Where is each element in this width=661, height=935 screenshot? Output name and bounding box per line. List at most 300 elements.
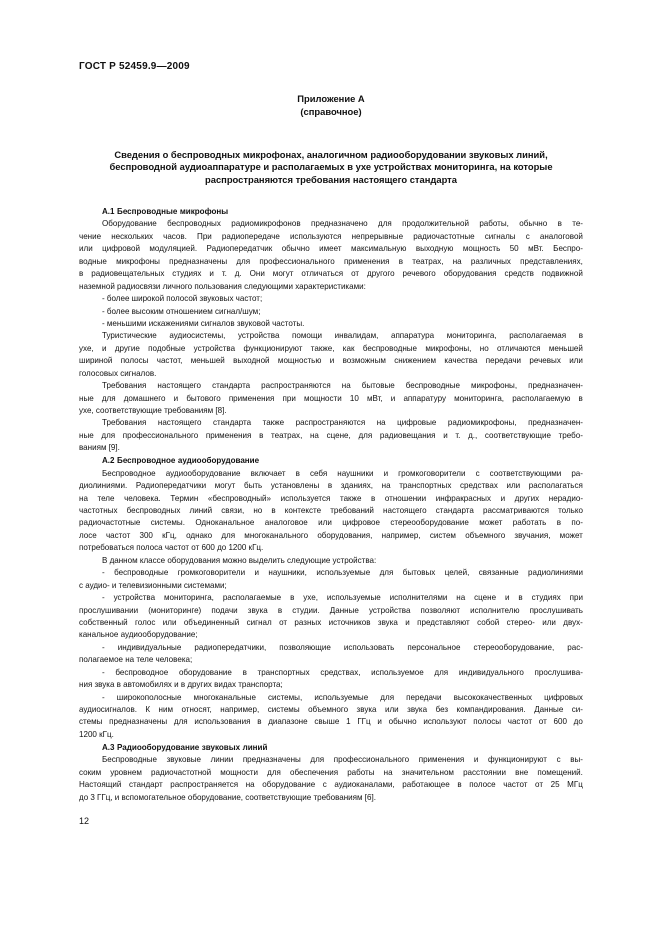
word: системы,	[268, 692, 303, 702]
text-line	[79, 605, 583, 617]
word: настоящего	[383, 506, 427, 515]
word: для	[380, 692, 395, 702]
annex-status: (справочное)	[300, 105, 362, 117]
word: Радиопередатчики	[135, 481, 207, 491]
word: и	[209, 269, 214, 279]
word: выходную	[415, 244, 454, 254]
word: инвалидам,	[334, 331, 379, 341]
word: компандирования.	[456, 705, 526, 714]
word: ра-	[571, 468, 583, 478]
word: мощность	[462, 244, 501, 254]
word: стемы	[79, 717, 103, 727]
word: мощностью	[277, 356, 322, 366]
word: и	[504, 593, 510, 603]
word: от	[538, 717, 547, 727]
word: характеристиками:	[295, 281, 366, 291]
text-line	[79, 493, 583, 505]
word: и	[111, 580, 117, 590]
word: 1	[346, 717, 351, 727]
word: сигналов.	[120, 368, 157, 378]
text-line	[79, 380, 583, 392]
word: инфракрасных	[435, 493, 491, 503]
word: многоканальные	[193, 692, 256, 702]
word: на	[456, 593, 466, 603]
word: с	[525, 231, 530, 241]
word: или	[506, 481, 521, 491]
word: частот,	[156, 356, 183, 366]
text-line	[79, 243, 583, 255]
word: полагаемое	[79, 655, 124, 665]
word: в	[398, 256, 403, 266]
word: речевых	[529, 356, 561, 366]
word: д.	[234, 269, 242, 279]
word: си-	[571, 705, 583, 714]
word: передачи	[485, 356, 522, 366]
word: аналоговое	[264, 518, 308, 528]
word: радиовещательных	[91, 269, 165, 279]
word: Настоящий	[79, 780, 122, 790]
word: в	[290, 593, 295, 603]
word: двух-	[563, 617, 583, 627]
word: звука	[94, 680, 115, 690]
word: устройства	[193, 343, 236, 353]
word: до	[573, 717, 583, 727]
word: максимальную	[350, 244, 407, 254]
word: на	[376, 418, 386, 428]
word: соответствующие	[95, 406, 162, 415]
word: стандарта	[213, 418, 252, 428]
word: звука	[377, 617, 398, 627]
word: можно	[222, 555, 247, 565]
word: зданиях,	[340, 481, 374, 491]
word: модуляцией.	[149, 244, 198, 254]
word: объемного	[465, 530, 506, 540]
word: диапазоне	[268, 717, 308, 727]
word: однако	[186, 530, 213, 540]
text-line	[79, 355, 583, 367]
word: выходной	[233, 356, 270, 366]
word: Туристические	[102, 331, 157, 341]
word: радиочастотные	[413, 231, 475, 241]
word: объединенный	[183, 617, 240, 627]
word: системами;	[183, 580, 227, 590]
word: теле	[136, 655, 154, 665]
word: более	[106, 294, 130, 304]
word: полосе	[469, 780, 496, 790]
word: ухе,	[79, 406, 94, 415]
word: располагаемые	[222, 593, 282, 603]
word: транспортных	[257, 667, 310, 677]
word: и	[174, 680, 179, 690]
word: радиопередаче	[221, 231, 280, 241]
word: подачи	[211, 605, 238, 615]
word: работы	[347, 767, 375, 777]
word: оборудование	[262, 780, 316, 790]
word: и	[383, 468, 389, 478]
word: возможным	[342, 356, 386, 366]
word: в	[327, 481, 333, 491]
word: устройства	[237, 331, 280, 341]
word: транспортных	[399, 481, 452, 491]
text-line	[79, 442, 583, 454]
word: и	[254, 568, 259, 578]
word: частоты.	[272, 318, 305, 328]
word: в	[116, 680, 121, 690]
word: и	[102, 343, 107, 353]
text-line	[79, 405, 583, 417]
word: предназначены	[242, 755, 301, 765]
word: 25	[550, 780, 560, 790]
word: профессионального	[333, 755, 410, 765]
word: те-	[572, 219, 583, 229]
word: сигнал/шум;	[214, 306, 261, 316]
word: на	[79, 493, 88, 503]
word: широкополосные	[116, 692, 182, 702]
word: ГГц,	[97, 792, 113, 802]
word: пользования	[194, 281, 242, 291]
word: цифровое	[342, 518, 380, 528]
word: 10	[349, 393, 359, 403]
word: используют	[423, 717, 467, 727]
word: до	[79, 792, 89, 802]
word: для	[173, 717, 188, 727]
word: на	[381, 481, 391, 491]
word: функционируют	[487, 755, 547, 765]
word: на	[125, 655, 135, 665]
word: применения	[205, 430, 252, 440]
word: звучания,	[514, 530, 551, 540]
word: рас-	[567, 642, 583, 652]
word: работы,	[479, 219, 509, 229]
word: звука	[356, 705, 377, 714]
word: звука	[247, 605, 268, 615]
word: театрах,	[271, 430, 303, 440]
word: могут	[272, 269, 294, 279]
word: или	[384, 705, 399, 714]
text-line	[79, 692, 583, 704]
word: широкой	[131, 294, 165, 304]
word: меньшими	[106, 318, 147, 328]
word: 50	[509, 244, 519, 254]
text-line	[79, 716, 583, 728]
word: транспорта;	[238, 680, 283, 690]
word: также,	[310, 343, 335, 353]
text-line	[79, 330, 583, 342]
text-line	[79, 293, 583, 305]
word: собственный	[79, 617, 128, 627]
word: радиопередатчики,	[194, 642, 267, 652]
word: помещений.	[537, 767, 583, 777]
word: оборудование	[178, 667, 232, 677]
word: в	[180, 680, 186, 690]
word: и	[377, 717, 382, 727]
word: или	[79, 244, 93, 254]
word: при	[282, 393, 296, 403]
word: на	[383, 767, 393, 777]
word: Беспроводные	[102, 755, 157, 765]
word: нескольких	[111, 231, 153, 241]
word: используемое	[371, 667, 424, 677]
word: меньшей	[548, 343, 583, 353]
word: звуковой	[236, 318, 270, 328]
word: с	[475, 468, 480, 478]
word: применения	[418, 755, 465, 765]
word: до	[217, 543, 227, 553]
word: кГц.	[248, 543, 264, 553]
word: могут	[214, 481, 236, 491]
word: и	[500, 493, 506, 503]
word: сигнал	[246, 617, 272, 627]
word: соким	[79, 767, 102, 777]
annex-heading	[79, 93, 583, 118]
text-line	[79, 480, 583, 492]
word: наушники,	[268, 568, 307, 578]
word: при	[569, 593, 583, 603]
word: линий	[189, 506, 213, 515]
word: установлены	[270, 481, 320, 491]
word: данном	[109, 555, 138, 565]
word: микрофоны	[179, 207, 229, 216]
word: беспроводных	[126, 506, 181, 515]
word: аудиооборудование;	[120, 630, 198, 640]
word: например,	[220, 705, 260, 714]
word: используемые	[316, 568, 371, 578]
word: ухе,	[79, 343, 94, 353]
text-line	[79, 517, 583, 529]
word: отношением	[166, 306, 213, 316]
word: частот	[507, 717, 533, 727]
word: радиолиниями	[528, 568, 583, 578]
section-heading	[79, 455, 583, 467]
text-line	[79, 617, 583, 629]
text-line	[79, 792, 583, 804]
word: отношении	[384, 493, 427, 503]
word: громкоговорители	[398, 468, 466, 478]
word: в	[277, 605, 283, 615]
word: канальное	[79, 630, 119, 640]
word: частотных	[79, 506, 118, 515]
text-line	[79, 343, 583, 355]
word: прослушива-	[534, 667, 583, 677]
word: без	[435, 705, 449, 714]
word: требованиям	[313, 792, 363, 802]
word: [9].	[108, 443, 120, 453]
word: предназначено	[310, 219, 368, 229]
word: радиочастотной	[151, 767, 212, 777]
word: обычно	[281, 244, 310, 254]
word: оборудования,	[317, 530, 373, 540]
word: высоким	[131, 306, 164, 316]
word: с	[79, 580, 84, 590]
word: мощности	[220, 767, 259, 777]
word: распространяются	[295, 418, 366, 428]
word: для	[434, 667, 449, 677]
word: используются	[289, 231, 342, 241]
word: значительном	[401, 767, 454, 777]
word: аудио-	[85, 580, 110, 590]
word: в	[578, 393, 583, 403]
word: -	[102, 593, 105, 603]
word: Требования	[102, 418, 147, 428]
word: беспроводных	[167, 219, 221, 229]
word: т.	[221, 269, 227, 279]
word: вспомогательное	[121, 792, 186, 802]
word: для	[101, 393, 116, 403]
word: вне	[515, 767, 529, 777]
word: с	[322, 780, 327, 790]
word: стерео-	[506, 617, 535, 627]
word: обычно	[388, 717, 417, 727]
word: ния	[79, 680, 93, 690]
word: Термин	[170, 493, 199, 503]
word: других	[514, 493, 540, 503]
word: стандарт	[128, 780, 163, 790]
word: мощности	[303, 393, 342, 403]
text-line	[79, 580, 583, 592]
word: многоканального	[244, 530, 309, 540]
word: отличаться	[301, 269, 344, 279]
word: человека.	[124, 493, 161, 503]
word: помощи	[292, 331, 323, 341]
word: звуковых	[199, 294, 234, 304]
word: беспроводное	[115, 667, 169, 677]
word: искажениями	[148, 318, 199, 328]
word: прослушивать	[529, 605, 583, 615]
word: свыше	[314, 717, 340, 727]
word: сигналы	[484, 231, 516, 241]
annex-title-line: распространяются требования настоящего стандарта	[205, 173, 457, 185]
word: с	[556, 755, 561, 765]
word: собой	[477, 617, 500, 627]
word: радиовещания	[379, 430, 436, 440]
word: персональное	[407, 642, 461, 652]
word: ГГц	[357, 717, 371, 727]
annex-title-line: Сведения о беспроводных микрофонах, аналогичном радиооборудовании звуковых линий,	[114, 149, 548, 160]
text-line	[79, 318, 583, 330]
text-line	[79, 767, 583, 779]
word: в	[371, 493, 376, 503]
word: часов.	[163, 231, 187, 241]
word: нерадио-	[548, 493, 583, 503]
annex-title-line: беспроводной аудиоаппаратуре и располагаемых в ухе устройствах мониторинга, на которые	[109, 161, 553, 173]
word: А.3	[102, 742, 115, 752]
word: видах	[214, 680, 237, 690]
word: аналоговой	[539, 231, 583, 241]
word: следующими	[244, 281, 294, 291]
word: наземной	[79, 281, 115, 291]
word: д.,	[468, 430, 478, 440]
word: прослушивании	[79, 605, 139, 615]
word: также	[262, 418, 285, 428]
word: лосе	[79, 530, 97, 540]
text-line	[79, 704, 583, 716]
word: соответствующие	[484, 430, 551, 440]
word: микрофоны,	[425, 343, 472, 353]
word: беспроводные	[405, 381, 460, 391]
word: звука	[407, 705, 428, 714]
text-line	[79, 555, 583, 567]
word: выделить	[248, 555, 285, 565]
word: театрах,	[412, 256, 444, 266]
word: и	[329, 356, 335, 366]
word: аудиоканалами,	[334, 780, 395, 790]
word: ним	[158, 705, 174, 714]
word: или	[569, 356, 583, 366]
word: «беспроводный»	[207, 493, 272, 503]
word: беспроводные	[362, 343, 418, 353]
word: распространяется	[170, 780, 239, 790]
word: мониторинга,	[446, 331, 497, 341]
word: кГц.	[99, 729, 114, 739]
word: микрофоны,	[471, 381, 518, 391]
word: аппаратура	[390, 331, 435, 341]
word: полосой	[166, 294, 198, 304]
word: 600	[553, 717, 567, 727]
word: 3	[90, 792, 95, 802]
word: в	[557, 219, 562, 229]
word: соответствующие	[245, 792, 312, 802]
text-line	[79, 468, 583, 480]
word: -	[102, 568, 105, 578]
text-line	[79, 268, 583, 280]
word: и	[390, 393, 396, 403]
word: настоящего	[157, 418, 202, 428]
word: микрофоны	[116, 256, 160, 266]
word: на	[245, 780, 255, 790]
word: Беспроводные	[117, 207, 178, 216]
word: ваниям	[79, 443, 107, 453]
word: Данные	[329, 605, 359, 615]
word: и	[114, 792, 120, 802]
word: речевого	[402, 269, 436, 279]
word: для	[101, 430, 116, 440]
word: отличаются	[497, 343, 541, 353]
word: обеспечения	[290, 767, 339, 777]
word: профессионального	[259, 256, 335, 266]
word: систем	[429, 530, 456, 540]
document-body	[79, 206, 583, 804]
word: К	[145, 705, 151, 714]
word: другие	[114, 343, 140, 353]
word: в	[242, 667, 247, 677]
word: устройства:	[332, 555, 377, 565]
text-line	[79, 629, 583, 641]
word: от	[191, 543, 200, 553]
word: 600	[201, 543, 215, 553]
text-line	[79, 567, 583, 579]
word: цифровых	[544, 692, 583, 702]
word: и	[405, 617, 410, 627]
annex-label: Приложение А	[297, 93, 365, 104]
word: стереооборудование	[390, 518, 469, 528]
word: меньшей	[190, 356, 225, 366]
word: в	[79, 269, 84, 279]
word: А.1	[102, 207, 115, 216]
word: позволяют	[420, 605, 461, 615]
word: только	[558, 506, 583, 515]
word: Они	[249, 269, 265, 279]
word: шириной	[79, 356, 113, 366]
word: следующие	[286, 555, 331, 565]
word: располагаться	[528, 481, 583, 491]
word: цифровые	[397, 418, 437, 428]
word: может	[559, 530, 583, 540]
word: применения	[228, 393, 275, 403]
text-line	[79, 256, 583, 268]
word: связи,	[221, 506, 245, 515]
word: цифровой	[102, 244, 140, 254]
word: и	[473, 755, 479, 765]
